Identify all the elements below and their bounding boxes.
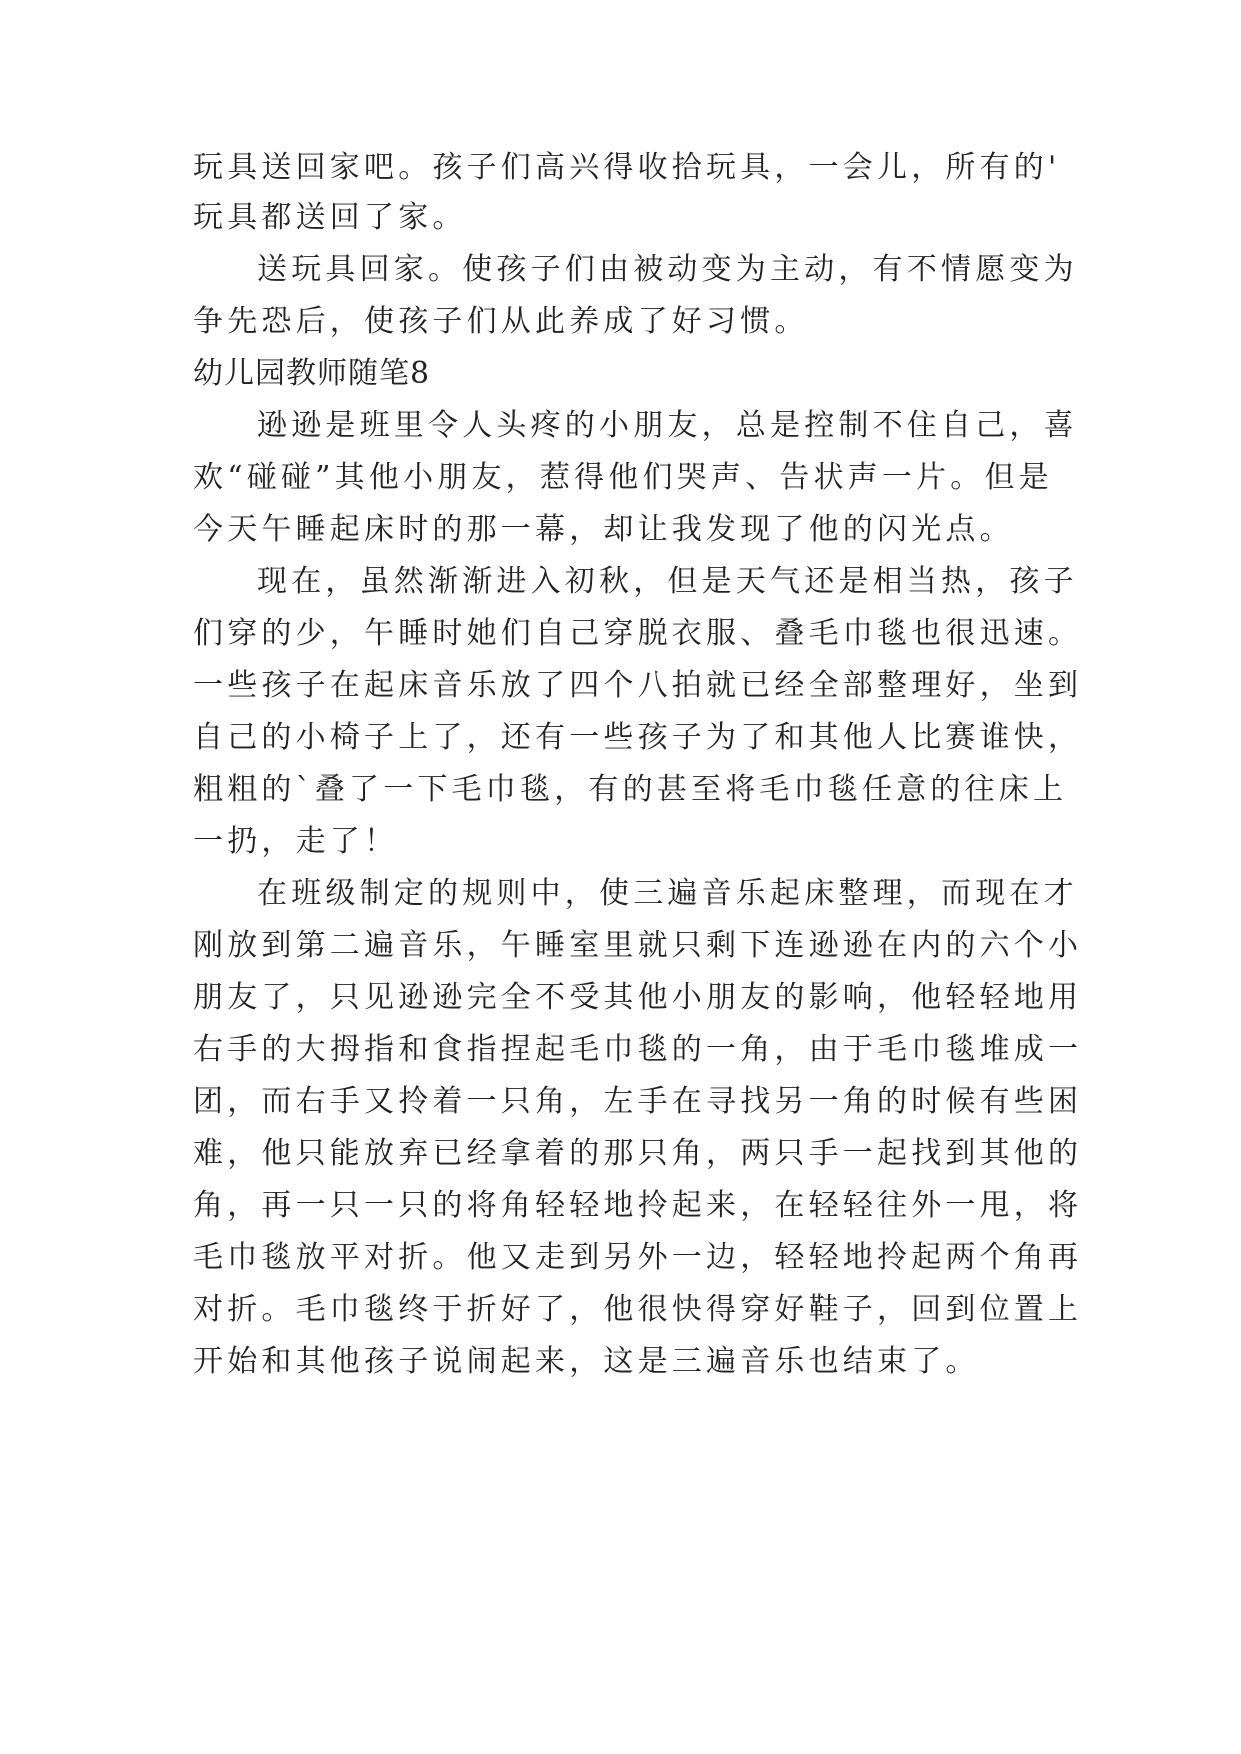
text-line: 现在，虽然渐渐进入初秋，但是天气还是相当热，孩子	[257, 564, 1078, 599]
text-line: 玩具送回家吧。孩子们高兴得收拾玩具，一会儿，所有的'	[193, 150, 1061, 185]
text-line: 自己的小椅子上了，还有一些孩子为了和其他人比赛谁快，	[193, 720, 1083, 755]
text-line: 角，再一只一只的将角轻轻地拎起来，在轻轻往外一甩，将	[193, 1188, 1083, 1223]
text-line: 在班级制定的规则中，使三遍音乐起床整理，而现在才	[257, 876, 1078, 911]
text-line: 团，而右手又拎着一只角，左手在寻找另一角的时候有些困	[193, 1084, 1083, 1119]
text-line: 开始和其他孩子说闹起来，这是三遍音乐也结束了。	[193, 1344, 980, 1379]
text-line: 刚放到第二遍音乐，午睡室里就只剩下连逊逊在内的六个小	[193, 928, 1083, 963]
text-line: 送玩具回家。使孩子们由被动变为主动，有不情愿变为	[257, 252, 1078, 287]
text-line: 逊逊是班里令人头疼的小朋友，总是控制不住自己，喜	[257, 408, 1078, 443]
text-line: 一扔，走了！	[193, 824, 399, 859]
text-line: 玩具都送回了家。	[193, 200, 467, 235]
section-heading: 幼儿园教师随笔8	[193, 356, 431, 391]
text-line: 一些孩子在起床音乐放了四个八拍就已经全部整理好，坐到	[193, 668, 1083, 703]
text-line: 今天午睡起床时的那一幕，却让我发现了他的闪光点。	[193, 512, 1014, 547]
text-line: 毛巾毯放平对折。他又走到另外一边，轻轻地拎起两个角再	[193, 1240, 1083, 1275]
text-line: 争先恐后，使孩子们从此养成了好习惯。	[193, 304, 809, 339]
text-line: 们穿的少，午睡时她们自己穿脱衣服、叠毛巾毯也很迅速。	[193, 616, 1083, 651]
text-line: 粗粗的`叠了一下毛巾毯，有的甚至将毛巾毯任意的往床上	[193, 772, 1068, 807]
text-line: 对折。毛巾毯终于折好了，他很快得穿好鞋子，回到位置上	[193, 1292, 1083, 1327]
text-line: 欢“碰碰”其他小朋友，惹得他们哭声、告状声一片。但是	[193, 460, 1053, 495]
text-line: 右手的大拇指和食指捏起毛巾毯的一角，由于毛巾毯堆成一	[193, 1032, 1083, 1067]
text-line: 难，他只能放弃已经拿着的那只角，两只手一起找到其他的	[193, 1136, 1083, 1171]
text-line: 朋友了，只见逊逊完全不受其他小朋友的影响，他轻轻地用	[193, 980, 1083, 1015]
